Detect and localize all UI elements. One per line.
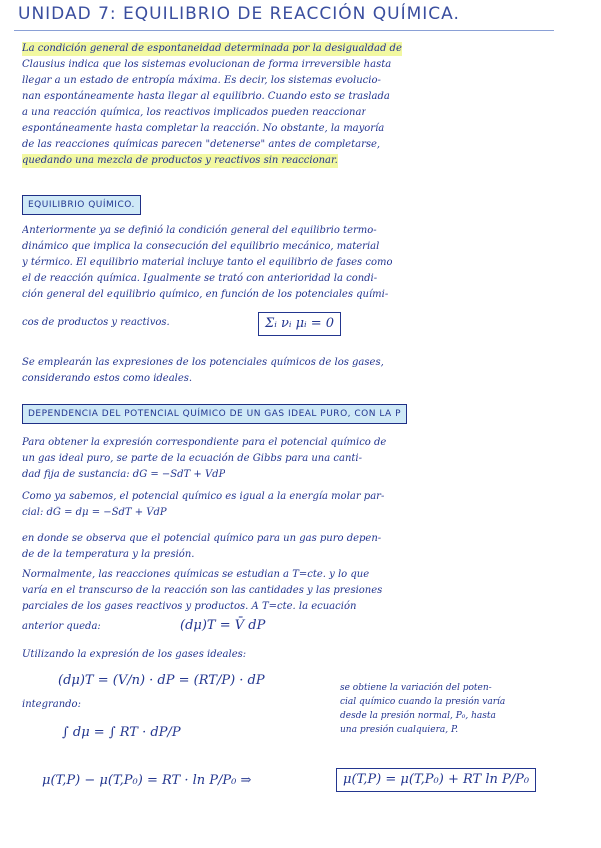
intro-line: nan espontáneamente hasta llegar al equilibrio. Cuando esto se traslada <box>22 91 390 102</box>
section2-line: integrando: <box>22 699 81 710</box>
section2-line: cial: dḠ = dμ = −S̄dT + V̄dP <box>22 507 167 518</box>
title-underline <box>14 30 554 31</box>
intro-line: La condición general de espontaneidad determinada por la desigualdad de <box>22 43 402 54</box>
section2-line: Normalmente, las reacciones químicas se estudian a T=cte. y lo que <box>22 569 370 580</box>
equilibrium-condition-equation: Σᵢ νᵢ μᵢ = 0 <box>258 312 341 336</box>
section1-after-line: Se emplearán las expresiones de los potenciales químicos de los gases, <box>22 357 384 368</box>
section1-line: Anteriormente ya se definió la condición general del equilibrio termo- <box>22 225 377 236</box>
section2-line: varía en el transcurso de la reacción son las cantidades y las presiones <box>22 585 383 596</box>
section1-line: ción general del equilibrio químico, en función de los potenciales quími- <box>22 289 389 300</box>
section2-line: de de la temperatura y la presión. <box>22 549 195 560</box>
page-title: UNIDAD 7: EQUILIBRIO DE REACCIÓN QUÍMICA. <box>18 4 460 24</box>
section1-after-line: considerando estos como ideales. <box>22 373 193 384</box>
section-heading-equilibrio: EQUILIBRIO QUÍMICO. <box>22 195 141 215</box>
section2-line: Como ya sabemos, el potencial químico es igual a la energía molar par- <box>22 491 385 502</box>
equation-dmu-constant-t: (dμ)T = V̄ dP <box>180 618 266 633</box>
side-note-line: una presión cualquiera, P. <box>340 725 459 735</box>
section2-line: Para obtener la expresión correspondiente para el potencial químico de <box>22 437 387 448</box>
intro-line: a una reacción química, los reactivos implicados pueden reaccionar <box>22 107 367 118</box>
section1-line: y térmico. El equilibrio material incluye tanto el equilibrio de fases como <box>22 257 393 268</box>
side-note-line: se obtiene la variación del poten- <box>340 683 492 693</box>
equation-ideal-gas: (dμ)T = (V/n) · dP = (RT/P) · dP <box>58 673 265 688</box>
intro-line: espontáneamente hasta completar la reacción. No obstante, la mayoría <box>22 123 385 134</box>
side-note-line: cial químico cuando la presión varía <box>340 697 506 707</box>
equation-integral: ∫ dμ = ∫ RT · dP/P <box>62 725 181 740</box>
section2-line: parciales de los gases reactivos y productos. A T=cte. la ecuación <box>22 601 357 612</box>
section2-line: Utilizando la expresión de los gases ideales: <box>22 649 247 660</box>
intro-line: quedando una mezcla de productos y reactivos sin reaccionar. <box>22 155 338 166</box>
section1-line: el de reacción química. Igualmente se trató con anterioridad la condi- <box>22 273 378 284</box>
equation-final-boxed: μ(T,P) = μ(T,P₀) + RT ln P/P₀ <box>336 768 536 792</box>
section1-line: cos de productos y reactivos. <box>22 317 170 328</box>
section1-line: dinámico que implica la consecución del equilibrio mecánico, material <box>22 241 380 252</box>
section-heading-potencial: DEPENDENCIA DEL POTENCIAL QUÍMICO DE UN GAS IDEAL PURO, CON LA P <box>22 404 407 424</box>
section2-line: en donde se observa que el potencial químico para un gas puro depen- <box>22 533 382 544</box>
section2-line: dad fija de sustancia: dG = −SdT + VdP <box>22 469 226 480</box>
intro-line: llegar a un estado de entropía máxima. Es decir, los sistemas evolucio- <box>22 75 381 86</box>
side-note-line: desde la presión normal, P₀, hasta <box>340 711 496 721</box>
intro-line: de las reacciones químicas parecen "detenerse" antes de completarse, <box>22 139 381 150</box>
section2-line: anterior queda: <box>22 621 101 632</box>
intro-line: Clausius indica que los sistemas evolucionan de forma irreversible hasta <box>22 59 392 70</box>
section2-line: un gas ideal puro, se parte de la ecuación de Gibbs para una canti- <box>22 453 362 464</box>
equation-result: μ(T,P) − μ(T,P₀) = RT · ln P/P₀ ⇒ <box>42 773 252 788</box>
